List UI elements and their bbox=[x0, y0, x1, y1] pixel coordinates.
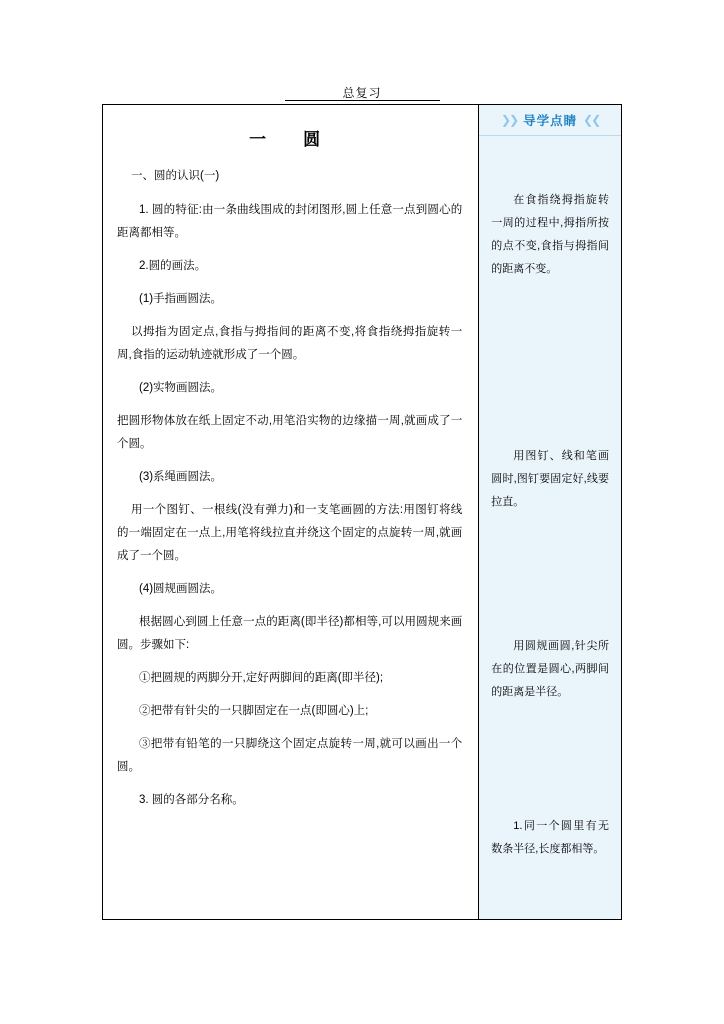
sidebar-note: 用图钉、线和笔画圆时,图钉要固定好,线要拉直。 bbox=[491, 450, 609, 509]
sidebar-header-label: 导学点睛 bbox=[523, 114, 578, 128]
paragraph: 3. 圆的各部分名称。 bbox=[139, 794, 244, 807]
paragraph: ②把带有针尖的一只脚固定在一点(即圆心)上; bbox=[139, 705, 369, 718]
paragraph: (3)系绳画圆法。 bbox=[139, 471, 223, 484]
sidebar-column bbox=[479, 105, 621, 919]
paragraph: 2.圆的画法。 bbox=[139, 260, 207, 273]
page-title: 一 圆 bbox=[249, 130, 331, 149]
paragraph: (1)手指画圆法。 bbox=[139, 293, 223, 306]
chevron-right-icon: ❯❯ bbox=[501, 113, 518, 127]
section-heading: 一、圆的认识(一) bbox=[131, 170, 220, 182]
paragraph: (4)圆规画圆法。 bbox=[139, 583, 223, 596]
paragraph: ①把圆规的两脚分开,定好两脚间的距离(即半径); bbox=[139, 672, 384, 685]
paragraph: 以拇指为固定点,食指与拇指间的距离不变,将食指绕拇指旋转一周,食指的运动轨迹就形成了一个圆。 bbox=[117, 326, 463, 362]
content-table bbox=[102, 104, 622, 920]
sidebar-note: 1.同一个圆里有无数条半径,长度都相等。 bbox=[491, 820, 609, 856]
header-divider bbox=[285, 100, 440, 101]
paragraph: 1. 圆的特征:由一条曲线围成的封闭图形,圆上任意一点到圆心的距离都相等。 bbox=[117, 204, 463, 240]
paragraph: (2)实物画圆法。 bbox=[139, 382, 223, 395]
main-column bbox=[103, 105, 479, 919]
sidebar-note: 用圆规画圆,针尖所在的位置是圆心,两脚间的距离是半径。 bbox=[491, 640, 609, 699]
chevron-left-icon: ❮❮ bbox=[583, 113, 600, 127]
sidebar-header bbox=[479, 105, 621, 136]
paragraph: ③把带有铅笔的一只脚绕这个固定点旋转一周,就可以画出一个圆。 bbox=[117, 738, 463, 774]
running-head: 总复习 bbox=[342, 86, 382, 100]
paragraph: 用一个图钉、一根线(没有弹力)和一支笔画圆的方法:用图钉将线的一端固定在一点上,用笔将线拉直并绕这个固定的点旋转一周,就画成了一个圆。 bbox=[117, 504, 463, 563]
sidebar-note: 在食指绕拇指旋转一周的过程中,拇指所按的点不变,食指与拇指间的距离不变。 bbox=[491, 194, 609, 276]
paragraph: 根据圆心到圆上任意一点的距离(即半径)都相等,可以用圆规来画圆。步骤如下: bbox=[117, 616, 463, 652]
paragraph: 把圆形物体放在纸上固定不动,用笔沿实物的边缘描一周,就画成了一个圆。 bbox=[117, 415, 463, 451]
